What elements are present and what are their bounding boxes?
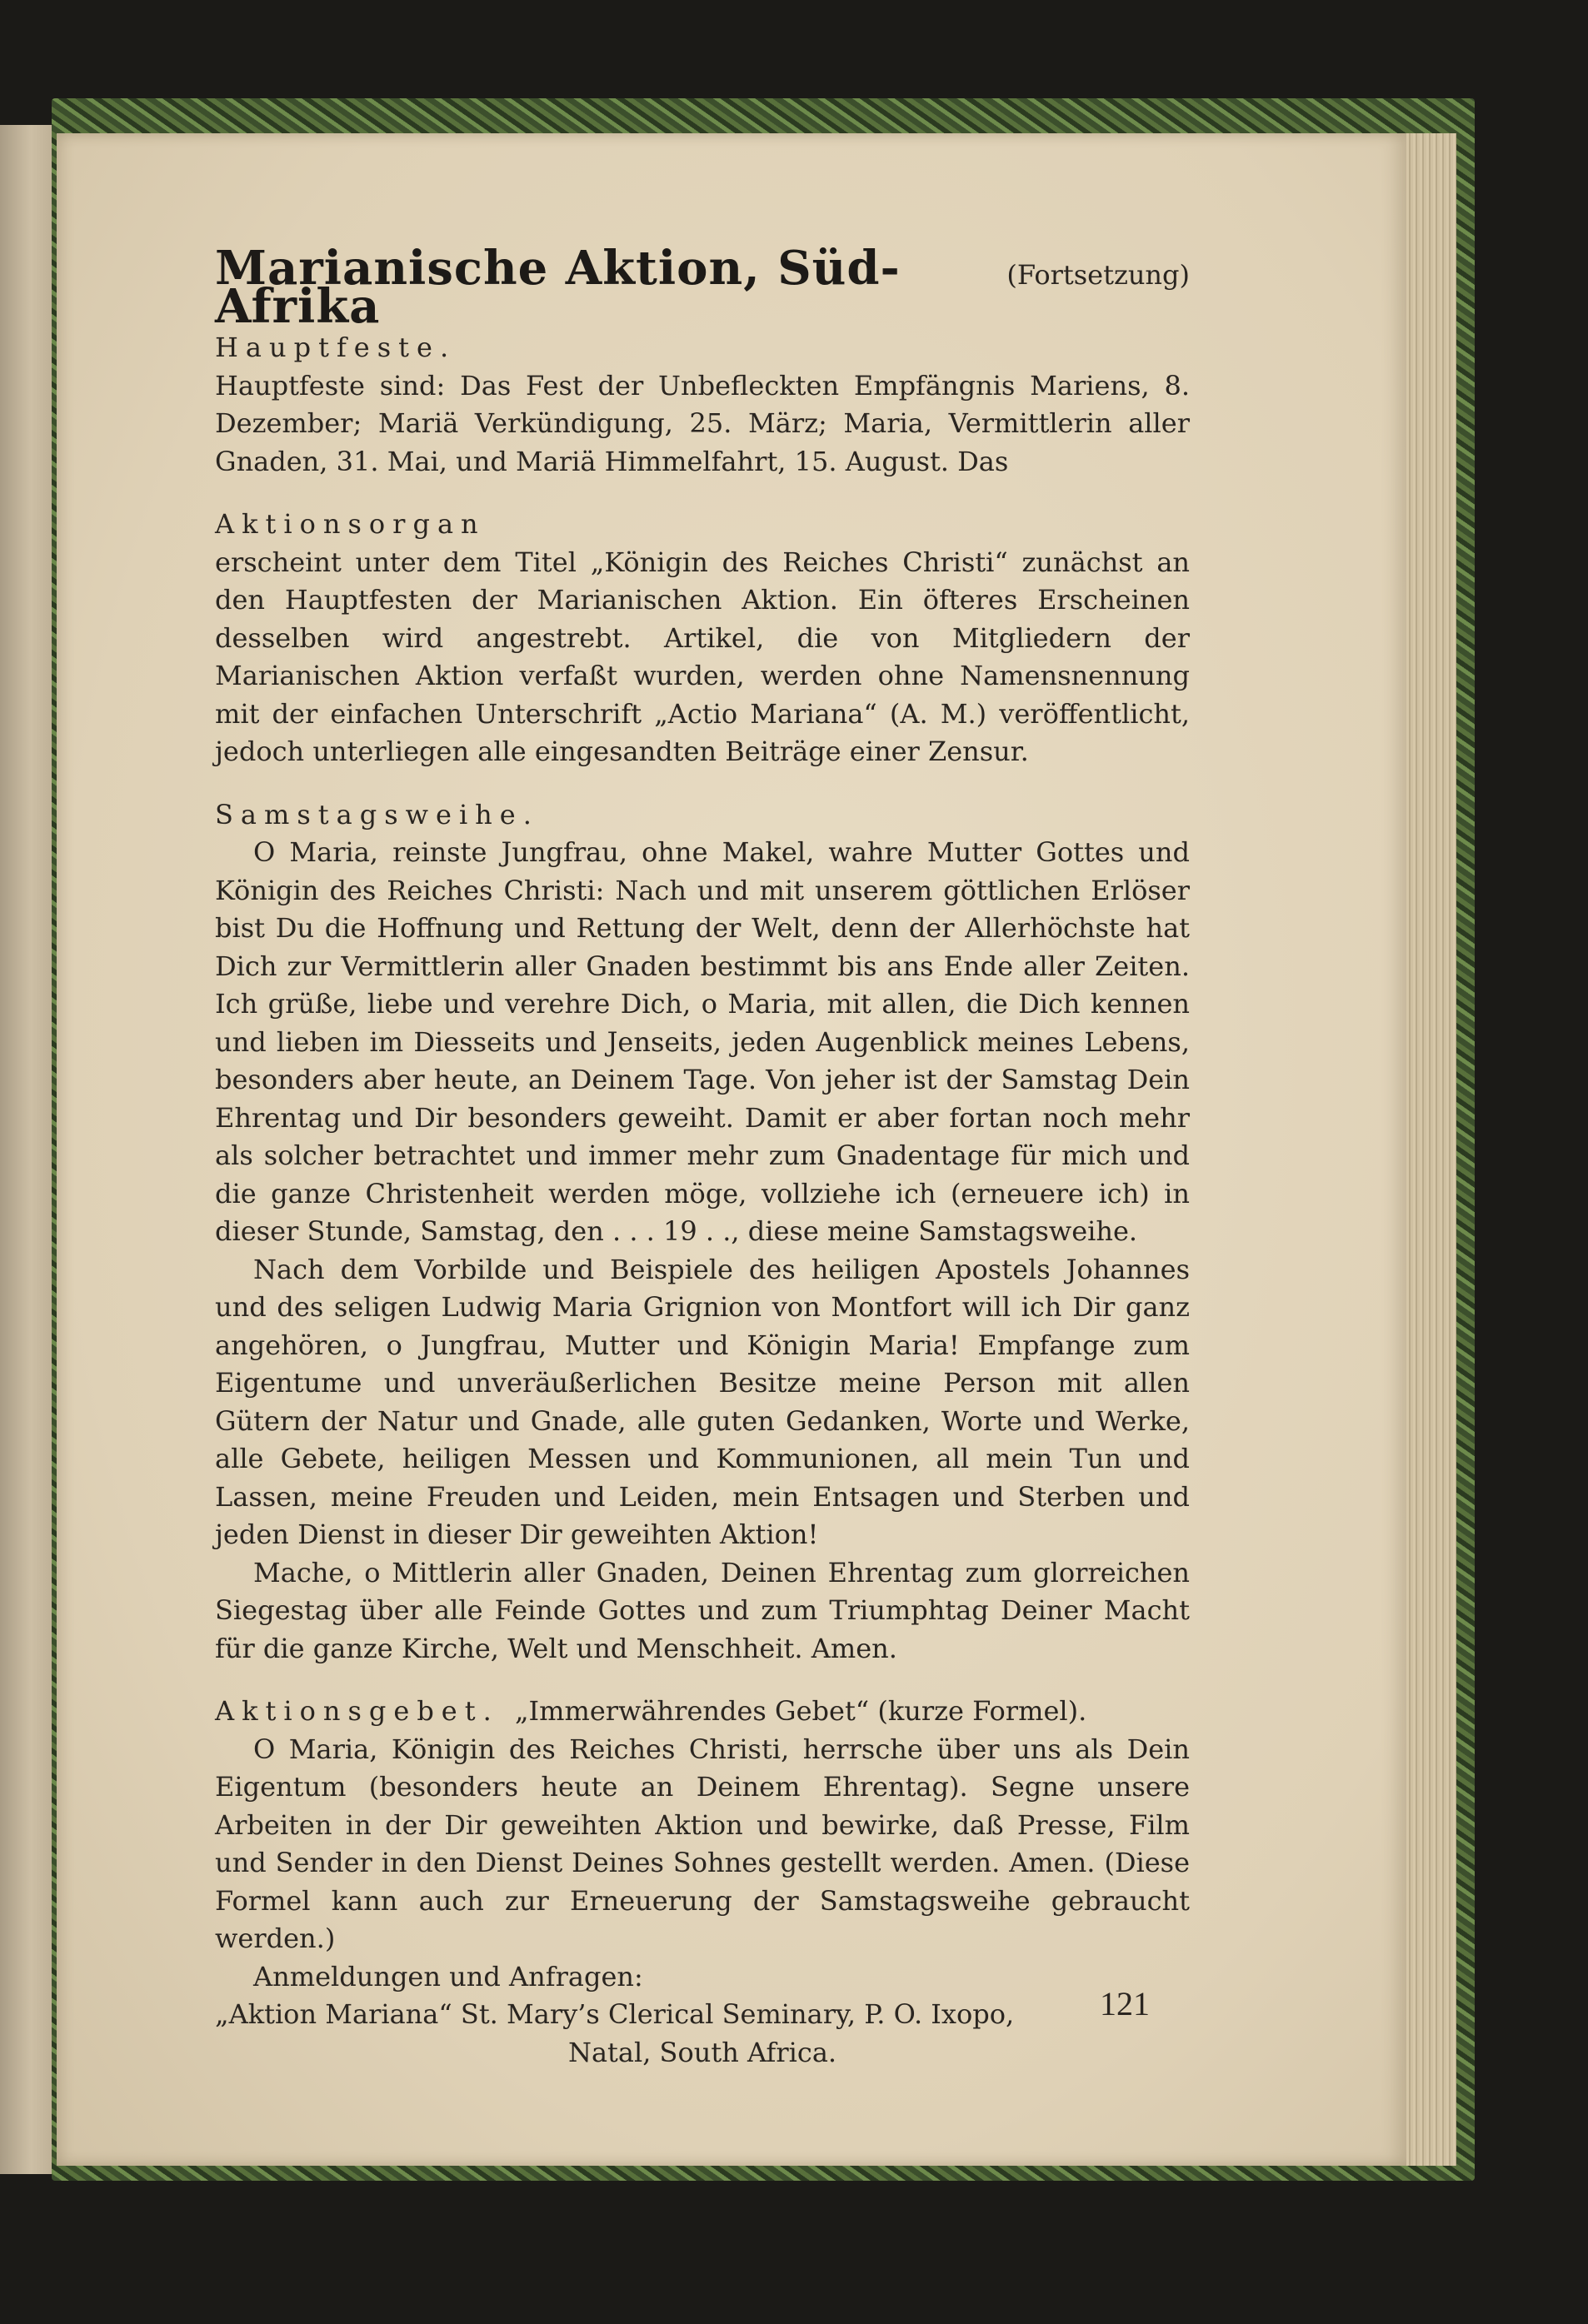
title-row	[215, 241, 1190, 334]
section-heading-suffix: „Immerwährendes Gebet“ (kurze Formel).	[514, 1695, 1087, 1727]
page-content	[215, 241, 1190, 2072]
contact-address: „Aktion Mariana“ St. Mary’s Clerical Seminary, P. O. Ixopo,	[215, 1998, 1015, 2030]
paragraph: Hauptfeste sind: Das Fest der Unbefleckten Empfängnis Mariens, 8. Dezember; Mariä Verkündigung, 25. März; Maria, Vermittlerin aller Gnaden, 31. Mai, und Mariä Himmelfahrt, 15. August. Das	[215, 369, 1190, 477]
section-heading-aktionsgebet	[215, 1693, 1190, 1731]
page-stack-edges	[1406, 133, 1456, 2166]
page-number: 121	[1100, 1985, 1150, 2022]
section-heading-hauptfeste: Hauptfeste.	[215, 332, 457, 363]
paragraph: Nach dem Vorbilde und Beispiele des heiligen Apostels Johannes und des seligen Ludwig Maria Grignion von Montfort will ich Dir ganz angehören, o Jungfrau, Mutter und Königin Maria! Empfange zum Eigentume und unveräußerlichen Besitze meine Person mit allen Gütern der Natur und Gnade, alle guten Gedanken, Worte und Werke, alle Gebete, heiligen Messen und Kommunionen, all mein Tun und Lassen, meine Freuden und Leiden, mein Entsagen und Sterben und jeden Dienst in dieser Dir geweihten Aktion!	[215, 1253, 1190, 1550]
page-subtitle: (Fortsetzung)	[1006, 259, 1190, 291]
paragraph: O Maria, reinste Jungfrau, ohne Makel, wahre Mutter Gottes und Königin des Reiches Christi: Nach und mit unserem göttlichen Erlöser bist Du die Hoffnung und Rettung der Welt, denn der Allerhöchste hat Dich zur Vermittlerin aller Gnaden bestimmt bis ans Ende aller Zeiten. Ich grüße, liebe und verehre Dich, o Maria, mit allen, die Dich kennen und lieben im Diesseits und Jenseits, jeden Augenblick meines Lebens, besonders aber heute, an Deinem Tage. Von jeher ist der Samstag Dein Ehrentag und Dir besonders geweiht. Damit er aber fortan noch mehr als solcher betrachtet und immer mehr zum Gnadentage für mich und die ganze Christenheit werden möge, vollziehe ich (erneuere ich) in dieser Stunde, Samstag, den . . . 19 . ., diese meine Samstagsweihe.	[215, 836, 1190, 1247]
section-heading-aktionsorgan: Aktionsorgan	[215, 508, 486, 540]
section-heading-samstagsweihe: Samstagsweihe.	[215, 798, 539, 830]
page-title: Marianische Aktion, Süd-Afrika	[215, 241, 901, 334]
paragraph: erscheint unter dem Titel „Königin des Reiches Christi“ zunächst an den Hauptfesten der Marianischen Aktion. Ein öfteres Erscheinen desselben wird angestrebt. Artikel, die von Mitgliedern der Marianischen Aktion verfaßt wurden, werden ohne Namensnennung mit der einfachen Unterschrift „Actio Mariana“ (A. M.) veröffentlicht, jedoch unterliegen alle eingesandten Beiträge einer Zensur.	[215, 546, 1190, 767]
paragraph: O Maria, Königin des Reiches Christi, herrsche über uns als Dein Eigentum (besonders heute an Deinem Ehrentag). Segne unsere Arbeiten in der Dir geweihten Aktion und bewirke, daß Presse, Film und Sender in den Dienst Deines Sohnes gestellt werden. Amen. (Diese Formel kann auch zur Erneuerung der Samstagsweihe gebraucht werden.)	[215, 1733, 1190, 1954]
left-page-edge	[0, 125, 52, 2174]
paragraph: Mache, o Mittlerin aller Gnaden, Deinen Ehrentag zum glorreichen Siegestag über alle Feinde Gottes und zum Triumphtag Deiner Macht für die ganze Kirche, Welt und Menschheit. Amen.	[215, 1556, 1190, 1664]
section-heading-label: Aktionsgebet.	[215, 1695, 499, 1727]
contact-label: Anmeldungen und Anfragen:	[253, 1960, 643, 1992]
contact-address-line2: Natal, South Africa.	[567, 2036, 837, 2068]
